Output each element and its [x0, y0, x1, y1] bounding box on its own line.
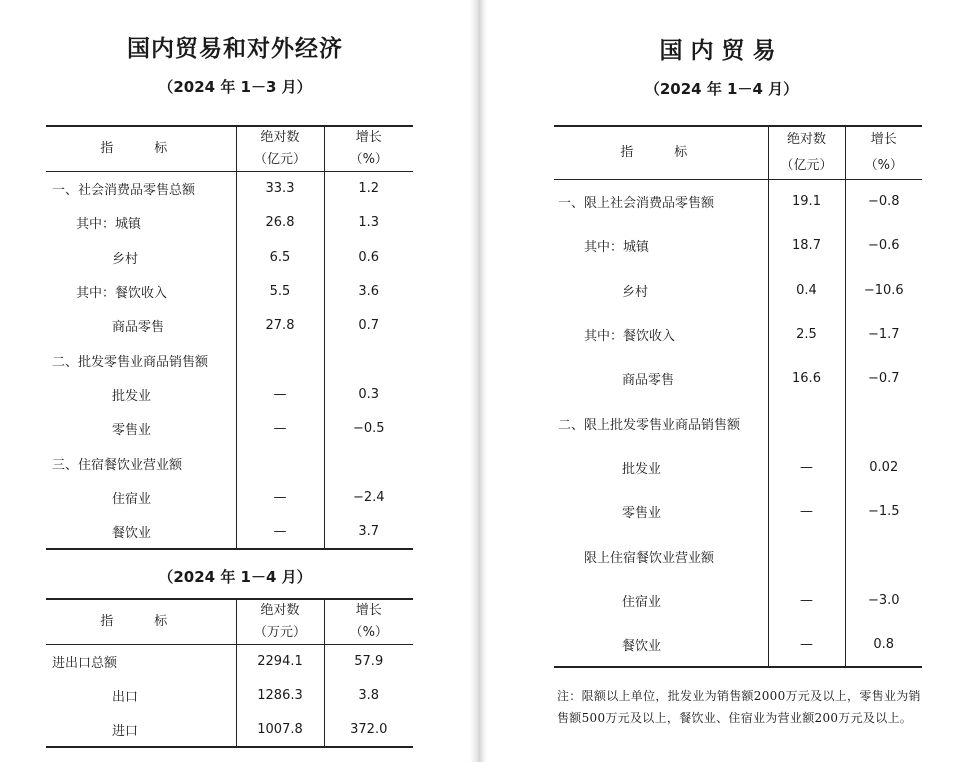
table-row [554, 268, 922, 312]
row-value: 18.7 [768, 224, 845, 268]
row-value: 6.5 [236, 240, 324, 274]
row-value: 5.5 [236, 274, 324, 308]
table-row [46, 240, 413, 274]
table-row [46, 412, 413, 446]
table-row [554, 622, 922, 666]
table-header-row [46, 126, 413, 172]
table-row [46, 645, 413, 679]
row-value: 2294.1 [236, 645, 324, 679]
row-label: 批发业 [112, 388, 152, 404]
row-value: 1007.8 [236, 713, 324, 747]
table-row [554, 401, 922, 445]
growth-header: 增长 （%） [324, 599, 413, 645]
row-value: — [236, 480, 324, 514]
row-growth: 0.3 [324, 377, 413, 411]
row-growth: 57.9 [324, 645, 413, 679]
row-label: 进口 [112, 723, 139, 739]
row-value [768, 401, 845, 445]
row-value: — [236, 514, 324, 548]
book-gutter [470, 0, 487, 762]
row-growth: −1.5 [845, 490, 922, 534]
growth-header: 增长 （%） [845, 126, 922, 180]
table-row [46, 172, 413, 206]
row-label: 其中：餐饮收入 [76, 286, 168, 302]
row-label: 商品零售 [622, 373, 675, 389]
row-label: 二、批发零售业商品销售额 [52, 354, 209, 370]
row-label: 乡村 [622, 284, 649, 300]
table-row [46, 377, 413, 411]
row-value: 33.3 [236, 172, 324, 206]
table-row [554, 312, 922, 356]
row-value: — [768, 445, 845, 489]
table-row [46, 343, 413, 377]
row-label: 乡村 [112, 251, 139, 267]
row-value: — [768, 622, 845, 666]
consumption-table [46, 125, 413, 550]
row-value: — [768, 490, 845, 534]
table-row [554, 224, 922, 268]
row-growth: 1.2 [324, 172, 413, 206]
row-value: 19.1 [768, 180, 845, 224]
table-row [46, 309, 413, 343]
table-row [46, 274, 413, 308]
table-row [46, 514, 413, 548]
row-growth: 0.7 [324, 309, 413, 343]
row-label: 其中：餐饮收入 [584, 329, 676, 345]
table-row [46, 446, 413, 480]
row-label: 三、住宿餐饮业营业额 [52, 457, 183, 473]
row-growth: −0.5 [324, 412, 413, 446]
row-label: 二、限上批发零售业商品销售额 [558, 417, 741, 433]
row-label: 一、社会消费品零售总额 [52, 183, 196, 199]
table-header-row [554, 126, 922, 180]
row-growth: −2.4 [324, 480, 413, 514]
row-growth [845, 534, 922, 578]
row-label: 限上住宿餐饮业营业额 [584, 550, 715, 566]
row-growth: 3.7 [324, 514, 413, 548]
page-title: 国内贸易 [659, 37, 784, 64]
table-row [554, 180, 922, 224]
row-label: 餐饮业 [112, 525, 152, 541]
row-growth: 3.8 [324, 679, 413, 713]
row-value: 2.5 [768, 312, 845, 356]
row-value: 0.4 [768, 268, 845, 312]
row-value: 26.8 [236, 206, 324, 240]
row-growth: 372.0 [324, 713, 413, 747]
row-growth: −1.7 [845, 312, 922, 356]
left-page [0, 0, 470, 762]
row-growth: 0.8 [845, 622, 922, 666]
row-value: 27.8 [236, 309, 324, 343]
table-row [554, 578, 922, 622]
row-growth: −0.6 [845, 224, 922, 268]
table-row [554, 357, 922, 401]
row-growth: −0.7 [845, 357, 922, 401]
table-row [46, 206, 413, 240]
row-label: 进出口总额 [52, 656, 118, 672]
indicator-header: 指 标 [620, 145, 702, 160]
row-growth [324, 343, 413, 377]
row-label: 其中：城镇 [584, 240, 650, 256]
row-value: 16.6 [768, 357, 845, 401]
table-header-row [46, 599, 413, 645]
row-growth [845, 401, 922, 445]
row-value: — [236, 377, 324, 411]
page-title: 国内贸易和对外经济 [127, 35, 343, 62]
indicator-header: 指 标 [100, 614, 182, 629]
row-label: 零售业 [112, 423, 152, 439]
row-label: 零售业 [622, 506, 662, 522]
row-label: 批发业 [622, 461, 662, 477]
row-label: 一、限上社会消费品零售额 [558, 196, 715, 212]
row-value [236, 343, 324, 377]
row-value [236, 446, 324, 480]
value-header: 绝对数 （万元） [236, 599, 324, 645]
table-row [46, 480, 413, 514]
row-value: 1286.3 [236, 679, 324, 713]
row-value: — [768, 578, 845, 622]
table-period: （2024 年 1－3 月） [158, 78, 312, 96]
row-value: — [236, 412, 324, 446]
row-growth: −0.8 [845, 180, 922, 224]
row-label: 其中：城镇 [76, 217, 142, 233]
row-label: 商品零售 [112, 320, 165, 336]
footnote: 注：限额以上单位，批发业为销售额2000万元及以上，零售业为销售额500万元及以上，餐饮业、住宿业为营业额200万元及以上。 [557, 689, 921, 725]
indicator-header: 指 标 [100, 141, 182, 156]
trade-table [46, 598, 413, 748]
table-row [554, 490, 922, 534]
row-growth: −3.0 [845, 578, 922, 622]
right-page [487, 0, 956, 762]
row-growth: 3.6 [324, 274, 413, 308]
table-period: （2024 年 1－4 月） [644, 80, 799, 98]
row-growth: 1.3 [324, 206, 413, 240]
table-row [554, 534, 922, 578]
row-label: 住宿业 [622, 594, 662, 610]
domestic-trade-table [554, 125, 922, 668]
table-period: （2024 年 1－4 月） [158, 568, 312, 586]
row-growth [324, 446, 413, 480]
row-growth: 0.02 [845, 445, 922, 489]
value-header: 绝对数 （亿元） [236, 126, 324, 172]
table-row [554, 445, 922, 489]
row-value [768, 534, 845, 578]
row-growth: 0.6 [324, 240, 413, 274]
growth-header: 增长 （%） [324, 126, 413, 172]
row-growth: −10.6 [845, 268, 922, 312]
row-label: 餐饮业 [622, 638, 662, 654]
table-row [46, 713, 413, 747]
value-header: 绝对数 （亿元） [768, 126, 845, 180]
row-label: 住宿业 [112, 491, 152, 507]
table-row [46, 679, 413, 713]
row-label: 出口 [112, 690, 139, 705]
